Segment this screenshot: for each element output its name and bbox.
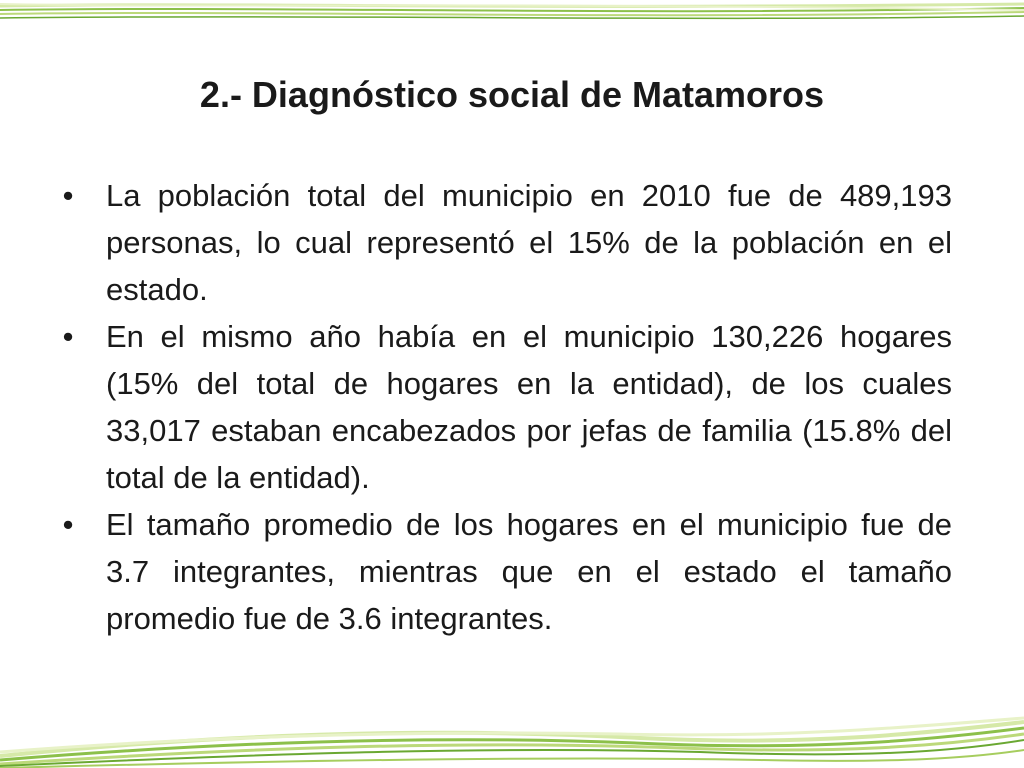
bullet-list — [50, 172, 952, 642]
bullet-icon: • — [62, 507, 74, 542]
bullet-text: La población total del municipio en 2010 fue de 489,193 personas, lo cual representó el 15% de la población en el estado. — [106, 178, 952, 307]
bullet-item — [50, 172, 952, 313]
top-green-swoosh-decoration — [0, 0, 1024, 26]
bullet-text: En el mismo año había en el municipio 130,226 hogares (15% del total de hogares en la entidad), de los cuales 33,017 estaban encabezados por jefas de familia (15.8% del total de la entidad). — [106, 319, 952, 495]
bullet-icon: • — [62, 319, 74, 354]
bullet-item — [50, 313, 952, 501]
bullet-text: El tamaño promedio de los hogares en el municipio fue de 3.7 integrantes, mientras que en el estado el tamaño promedio fue de 3.6 integrantes. — [106, 507, 952, 636]
bullet-item — [50, 501, 952, 642]
slide-title: 2.- Diagnóstico social de Matamoros — [199, 74, 825, 115]
bullet-icon: • — [62, 178, 74, 213]
bottom-green-swoosh-decoration — [0, 716, 1024, 768]
